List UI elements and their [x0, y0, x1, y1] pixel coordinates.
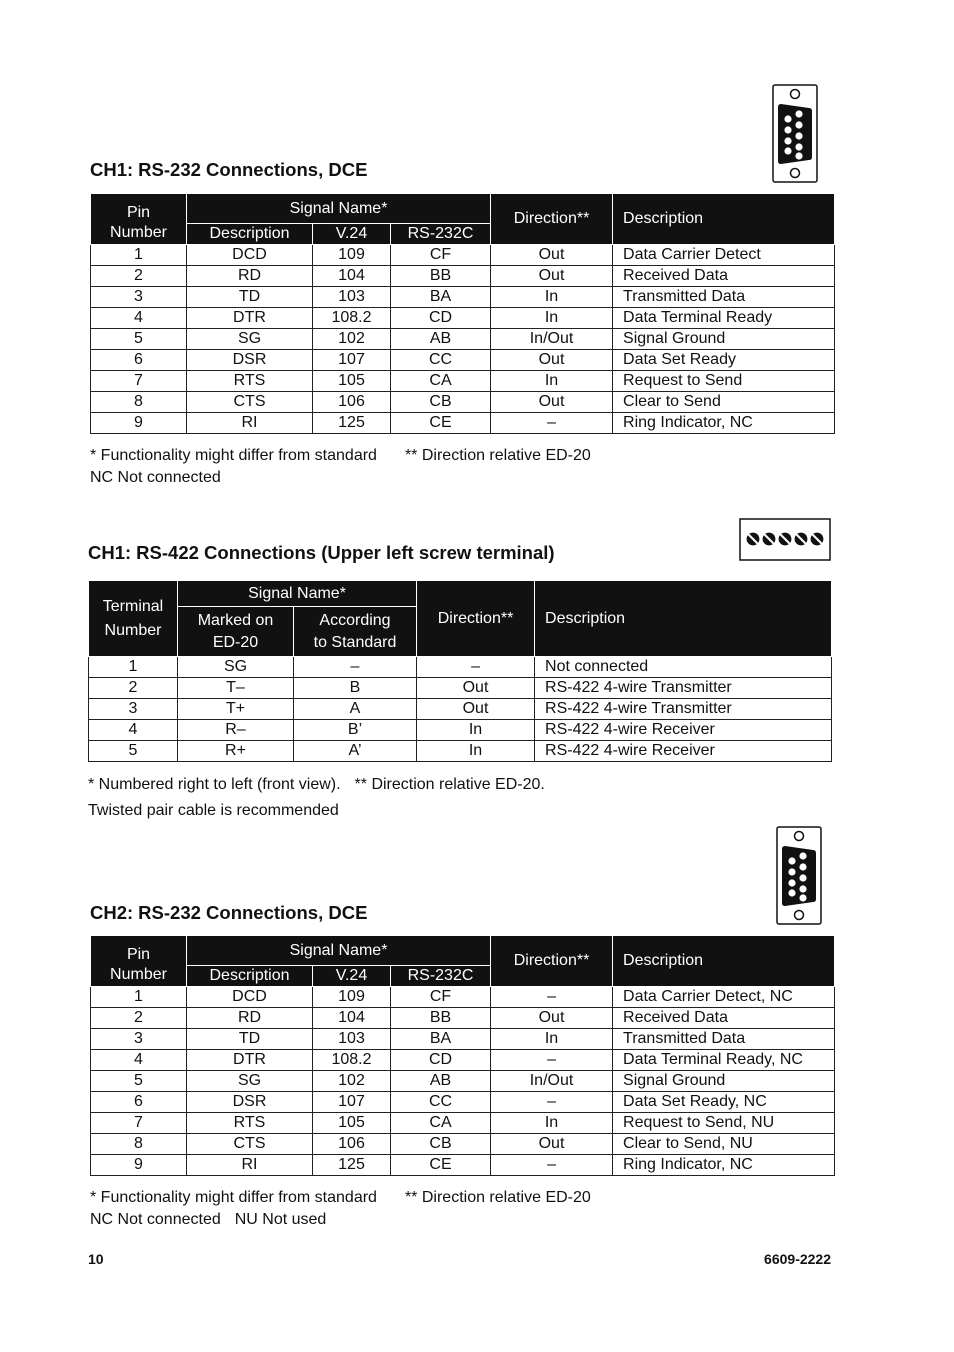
cell-name: DSR: [187, 1092, 313, 1113]
cell-desc: Request to Send: [613, 371, 835, 392]
table-row: [89, 741, 832, 762]
cell-desc: Transmitted Data: [613, 1029, 835, 1050]
cell-desc: Not connected: [535, 657, 832, 678]
cell-dir: Out: [417, 699, 535, 720]
cell-v24: 103: [313, 287, 391, 308]
cell-pin: 2: [91, 1008, 187, 1029]
table-row: [91, 392, 835, 413]
cell-dir: –: [491, 413, 613, 434]
cell-dir: Out: [491, 1134, 613, 1155]
cell-pin: 3: [91, 287, 187, 308]
header-signal-name: Signal Name*: [187, 936, 491, 966]
cell-v24: 109: [313, 245, 391, 266]
cell-desc: Data Terminal Ready: [613, 308, 835, 329]
header-rs232c: RS-232C: [391, 224, 491, 245]
cell-dir: In: [491, 1029, 613, 1050]
cell-rs: AB: [391, 329, 491, 350]
cell-rs: BA: [391, 287, 491, 308]
cell-rs: CE: [391, 413, 491, 434]
cell-name: RTS: [187, 1113, 313, 1134]
cell-dir: In: [491, 308, 613, 329]
cell-name: TD: [187, 1029, 313, 1050]
cell-pin: 3: [89, 699, 178, 720]
footnote-functionality: * Functionality might differ from standard ** Direction relative ED-20: [90, 1189, 591, 1206]
header-signal-description: Description: [187, 966, 313, 987]
header-v24: V.24: [313, 224, 391, 245]
cell-v24: 108.2: [313, 1050, 391, 1071]
cell-name: DCD: [187, 245, 313, 266]
cell-marked: T+: [178, 699, 294, 720]
cell-dir: Out: [491, 245, 613, 266]
cell-desc: RS-422 4-wire Transmitter: [535, 678, 832, 699]
cell-dir: Out: [491, 266, 613, 287]
footnote-nc: NC Not connected: [90, 469, 221, 486]
cell-desc: Clear to Send: [613, 392, 835, 413]
cell-marked: R–: [178, 720, 294, 741]
cell-rs: CB: [391, 392, 491, 413]
table-row: [91, 1155, 835, 1176]
cell-desc: Data Set Ready: [613, 350, 835, 371]
cell-name: RD: [187, 266, 313, 287]
table-row: [91, 350, 835, 371]
cell-pin: 2: [91, 266, 187, 287]
header-according-to-standard: According to Standard: [294, 607, 417, 657]
cell-pin: 5: [91, 329, 187, 350]
header-marked-on-ed20: Marked on ED-20: [178, 607, 294, 657]
cell-std: A’: [294, 741, 417, 762]
cell-rs: CF: [391, 987, 491, 1008]
cell-dir: In: [491, 371, 613, 392]
cell-pin: 9: [91, 413, 187, 434]
table-row: [91, 329, 835, 350]
cell-pin: 1: [89, 657, 178, 678]
header-pin-number: Pin Number: [91, 936, 187, 987]
cell-desc: Data Carrier Detect: [613, 245, 835, 266]
cell-v24: 104: [313, 266, 391, 287]
header-rs232c: RS-232C: [391, 966, 491, 987]
cell-std: A: [294, 699, 417, 720]
screw-terminal-icon: [739, 518, 831, 561]
header-description: Description: [613, 194, 835, 245]
cell-pin: 2: [89, 678, 178, 699]
header-signal-name: Signal Name*: [178, 581, 417, 607]
section-title-ch2-rs232: CH2: RS-232 Connections, DCE: [90, 902, 368, 923]
cell-v24: 108.2: [313, 308, 391, 329]
table-row: [91, 1113, 835, 1134]
cell-dir: In: [491, 1113, 613, 1134]
table-row: [89, 678, 832, 699]
table-row: [91, 308, 835, 329]
ch1-rs232-table: [90, 193, 835, 434]
cell-rs: CD: [391, 1050, 491, 1071]
cell-name: DTR: [187, 308, 313, 329]
cell-pin: 1: [91, 245, 187, 266]
page-number: 10: [88, 1251, 104, 1267]
ch1-rs422-table: [88, 580, 832, 762]
cell-pin: 5: [89, 741, 178, 762]
cell-pin: 6: [91, 350, 187, 371]
table-row: [89, 720, 832, 741]
cell-dir: Out: [491, 1008, 613, 1029]
cell-name: RTS: [187, 371, 313, 392]
cell-pin: 8: [91, 392, 187, 413]
cell-dir: Out: [491, 350, 613, 371]
cell-v24: 104: [313, 1008, 391, 1029]
cell-rs: CB: [391, 1134, 491, 1155]
cell-name: SG: [187, 1071, 313, 1092]
cell-v24: 102: [313, 1071, 391, 1092]
table-row: [91, 1008, 835, 1029]
cell-desc: RS-422 4-wire Receiver: [535, 720, 832, 741]
cell-pin: 4: [89, 720, 178, 741]
cell-desc: Data Set Ready, NC: [613, 1092, 835, 1113]
cell-v24: 105: [313, 371, 391, 392]
footnote-nc-nu: NC Not connected NU Not used: [90, 1211, 327, 1228]
cell-marked: T–: [178, 678, 294, 699]
cell-dir: –: [491, 1092, 613, 1113]
cell-desc: Signal Ground: [613, 329, 835, 350]
section-title-ch1-rs422: CH1: RS-422 Connections (Upper left screw terminal): [88, 542, 555, 563]
header-signal-description: Description: [187, 224, 313, 245]
cell-rs: BB: [391, 1008, 491, 1029]
cell-std: –: [294, 657, 417, 678]
table-row: [91, 1092, 835, 1113]
footnote-twisted-pair: Twisted pair cable is recommended: [88, 802, 339, 819]
cell-pin: 7: [91, 1113, 187, 1134]
cell-dir: –: [417, 657, 535, 678]
header-direction: Direction**: [491, 936, 613, 987]
cell-rs: CF: [391, 245, 491, 266]
table-row: [91, 1029, 835, 1050]
cell-v24: 107: [313, 350, 391, 371]
table-row: [89, 699, 832, 720]
cell-desc: Clear to Send, NU: [613, 1134, 835, 1155]
cell-rs: BB: [391, 266, 491, 287]
db9-connector-icon: [775, 826, 823, 926]
cell-v24: 106: [313, 392, 391, 413]
cell-rs: CD: [391, 308, 491, 329]
cell-v24: 102: [313, 329, 391, 350]
cell-name: RD: [187, 1008, 313, 1029]
table-row: [91, 1134, 835, 1155]
cell-name: DTR: [187, 1050, 313, 1071]
cell-dir: In: [491, 287, 613, 308]
cell-desc: RS-422 4-wire Transmitter: [535, 699, 832, 720]
cell-dir: In: [417, 720, 535, 741]
header-signal-name: Signal Name*: [187, 194, 491, 224]
cell-rs: CC: [391, 1092, 491, 1113]
cell-dir: –: [491, 1155, 613, 1176]
footnote-functionality: * Functionality might differ from standard ** Direction relative ED-20: [90, 447, 591, 464]
cell-name: RI: [187, 1155, 313, 1176]
document-number: 6609-2222: [764, 1251, 831, 1267]
table-row: [91, 1071, 835, 1092]
table-row: [91, 1050, 835, 1071]
cell-dir: In/Out: [491, 1071, 613, 1092]
cell-desc: Ring Indicator, NC: [613, 1155, 835, 1176]
cell-dir: In: [417, 741, 535, 762]
cell-name: RI: [187, 413, 313, 434]
header-direction: Direction**: [417, 581, 535, 657]
table-row: [91, 287, 835, 308]
cell-rs: BA: [391, 1029, 491, 1050]
cell-std: B’: [294, 720, 417, 741]
cell-v24: 103: [313, 1029, 391, 1050]
table-row: [91, 371, 835, 392]
table-row: [91, 413, 835, 434]
cell-rs: CA: [391, 1113, 491, 1134]
db9-connector-icon: [771, 84, 819, 184]
cell-rs: AB: [391, 1071, 491, 1092]
cell-v24: 125: [313, 413, 391, 434]
cell-dir: –: [491, 987, 613, 1008]
cell-v24: 109: [313, 987, 391, 1008]
cell-pin: 9: [91, 1155, 187, 1176]
ch2-rs232-table: [90, 935, 835, 1176]
cell-desc: Transmitted Data: [613, 287, 835, 308]
cell-rs: CE: [391, 1155, 491, 1176]
cell-dir: In/Out: [491, 329, 613, 350]
cell-dir: Out: [491, 392, 613, 413]
cell-pin: 7: [91, 371, 187, 392]
cell-marked: R+: [178, 741, 294, 762]
cell-desc: Received Data: [613, 266, 835, 287]
cell-v24: 105: [313, 1113, 391, 1134]
cell-rs: CC: [391, 350, 491, 371]
header-description: Description: [535, 581, 832, 657]
header-description: Description: [613, 936, 835, 987]
cell-pin: 4: [91, 308, 187, 329]
cell-dir: Out: [417, 678, 535, 699]
cell-std: B: [294, 678, 417, 699]
cell-desc: Signal Ground: [613, 1071, 835, 1092]
header-v24: V.24: [313, 966, 391, 987]
header-pin-number: Pin Number: [91, 194, 187, 245]
cell-pin: 3: [91, 1029, 187, 1050]
table-row: [91, 245, 835, 266]
cell-desc: Data Terminal Ready, NC: [613, 1050, 835, 1071]
cell-pin: 1: [91, 987, 187, 1008]
cell-rs: CA: [391, 371, 491, 392]
table-row: [91, 987, 835, 1008]
cell-desc: Data Carrier Detect, NC: [613, 987, 835, 1008]
cell-name: TD: [187, 287, 313, 308]
section-title-ch1-rs232: CH1: RS-232 Connections, DCE: [90, 159, 368, 180]
cell-name: SG: [187, 329, 313, 350]
table-row: [91, 266, 835, 287]
cell-pin: 5: [91, 1071, 187, 1092]
table-row: [89, 657, 832, 678]
header-terminal-number: Terminal Number: [89, 581, 178, 657]
cell-desc: Ring Indicator, NC: [613, 413, 835, 434]
cell-name: CTS: [187, 1134, 313, 1155]
cell-dir: –: [491, 1050, 613, 1071]
cell-pin: 8: [91, 1134, 187, 1155]
cell-marked: SG: [178, 657, 294, 678]
cell-desc: Request to Send, NU: [613, 1113, 835, 1134]
cell-desc: RS-422 4-wire Receiver: [535, 741, 832, 762]
cell-v24: 107: [313, 1092, 391, 1113]
cell-name: DSR: [187, 350, 313, 371]
footnote-numbered: * Numbered right to left (front view). ** Direction relative ED-20.: [88, 776, 545, 793]
cell-desc: Received Data: [613, 1008, 835, 1029]
cell-pin: 4: [91, 1050, 187, 1071]
cell-name: CTS: [187, 392, 313, 413]
cell-v24: 106: [313, 1134, 391, 1155]
cell-pin: 6: [91, 1092, 187, 1113]
cell-name: DCD: [187, 987, 313, 1008]
header-direction: Direction**: [491, 194, 613, 245]
cell-v24: 125: [313, 1155, 391, 1176]
